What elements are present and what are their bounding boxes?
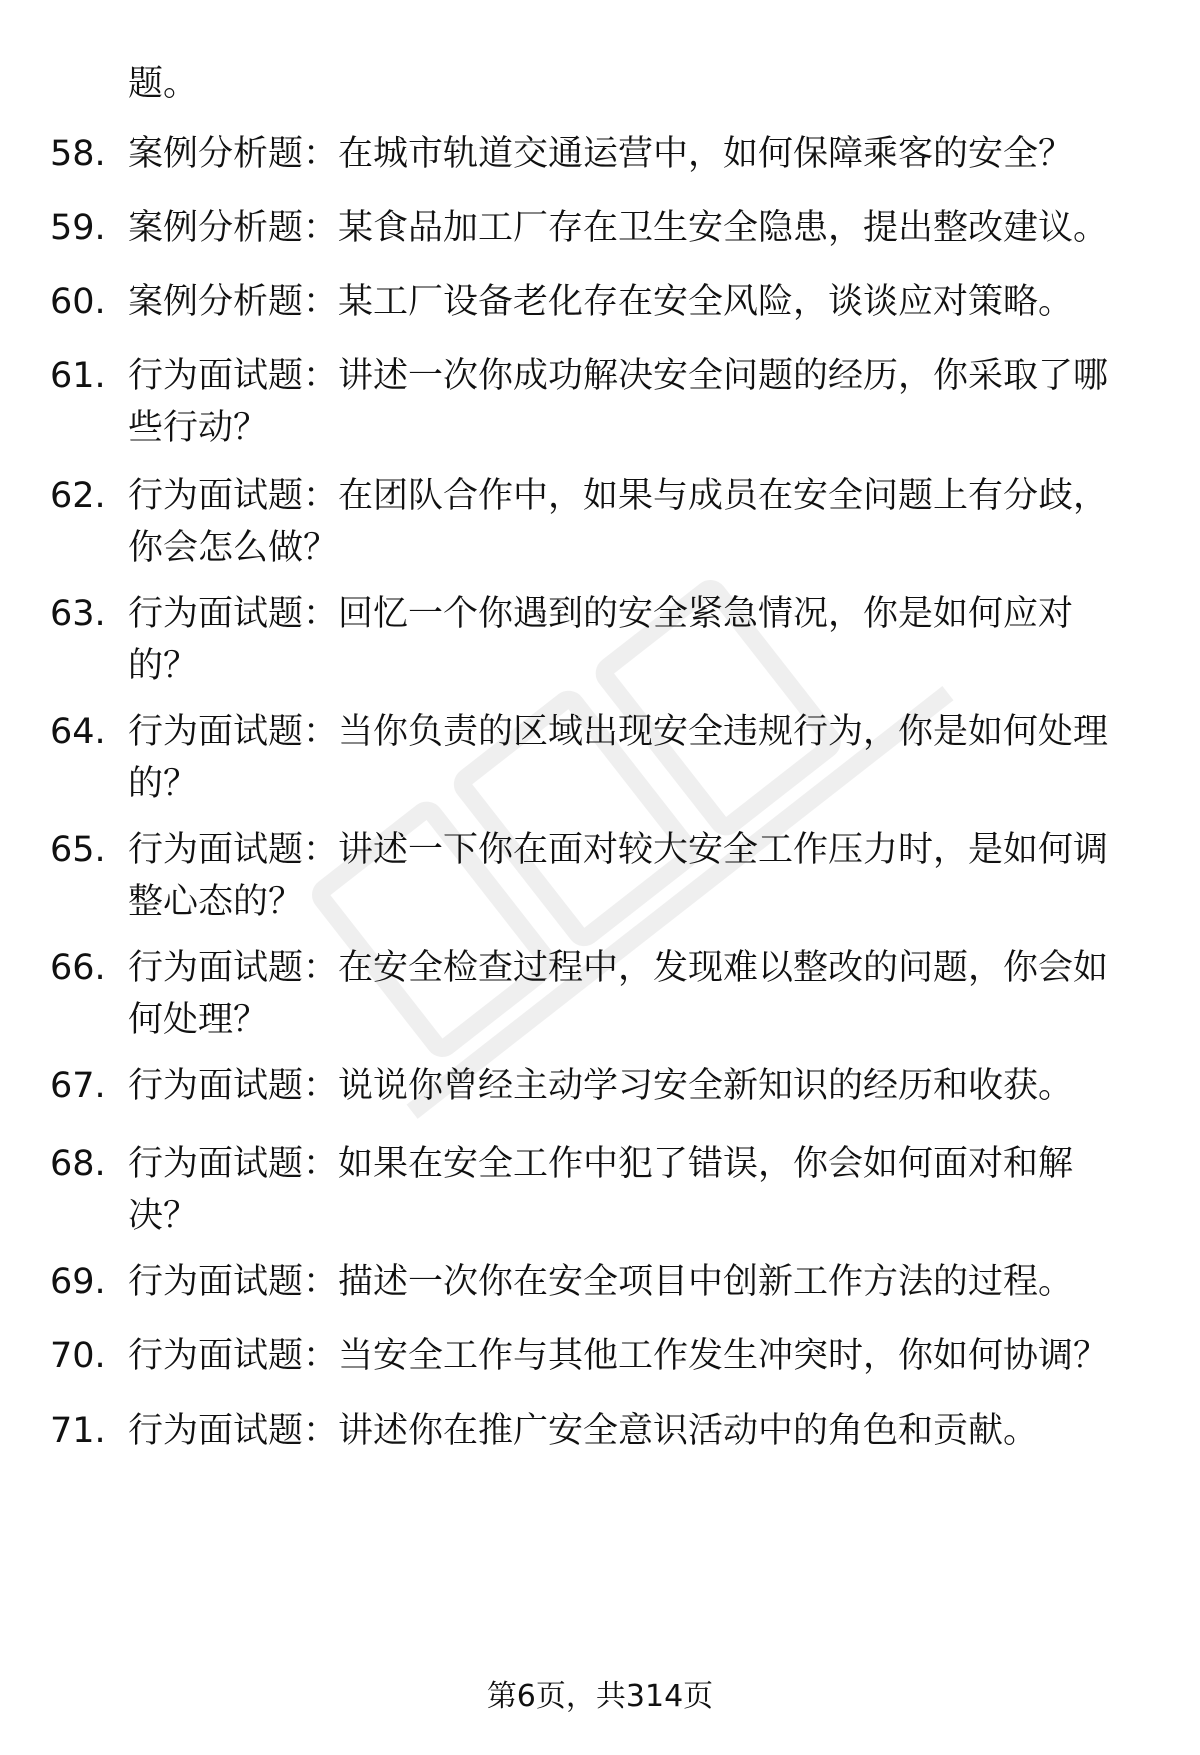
item-number: 70. [50,1336,106,1376]
list-item [50,276,1150,328]
list-item [50,942,1150,1046]
list-item [50,706,1150,810]
list-item [50,470,1150,574]
list-item [50,588,1150,692]
list-item [50,128,1150,180]
list-item [50,824,1150,928]
item-text: 案例分析题：某食品加工厂存在卫生安全隐患，提出整改建议。 [128,208,1109,248]
list-item [50,202,1150,254]
item-number: 65. [50,830,106,870]
item-number: 60. [50,282,106,322]
item-number: 59. [50,208,106,248]
item-number: 66. [50,948,106,988]
item-number: 69. [50,1262,106,1302]
item-number: 68. [50,1144,106,1184]
list-item [50,1330,1150,1382]
item-number: 61. [50,356,106,396]
item-number: 71. [50,1411,106,1451]
item-number: 67. [50,1066,106,1106]
list-item [50,1060,1150,1112]
item-number: 63. [50,594,106,634]
item-text: 行为面试题：回忆一个你遇到的安全紧急情况，你是如何应对的？ [128,594,1074,686]
item-number: 58. [50,134,106,174]
item-text: 行为面试题：描述一次你在安全项目中创新工作方法的过程。 [128,1262,1074,1302]
item-text: 案例分析题：在城市轨道交通运营中，如何保障乘客的安全？ [128,134,1074,174]
item-text: 行为面试题：讲述你在推广安全意识活动中的角色和贡献。 [128,1411,1039,1451]
item-text: 行为面试题：讲述一下你在面对较大安全工作压力时，是如何调整心态的？ [128,830,1109,922]
item-text: 行为面试题：在团队合作中，如果与成员在安全问题上有分歧，你会怎么做？ [128,476,1109,568]
list-item [50,1405,1150,1457]
list-item [50,350,1150,454]
list-item [50,1138,1150,1242]
item-text: 行为面试题：讲述一次你成功解决安全问题的经历，你采取了哪些行动？ [128,356,1109,448]
item-text: 行为面试题：在安全检查过程中，发现难以整改的问题，你会如何处理？ [128,948,1109,1040]
item-number: 62. [50,476,106,516]
item-text: 行为面试题：当安全工作与其他工作发生冲突时，你如何协调？ [128,1336,1109,1376]
item-text: 行为面试题：说说你曾经主动学习安全新知识的经历和收获。 [128,1066,1074,1106]
item-text: 案例分析题：某工厂设备老化存在安全风险，谈谈应对策略。 [128,282,1074,322]
item-text: 行为面试题：如果在安全工作中犯了错误，你会如何面对和解决？ [128,1144,1074,1236]
list-item [50,1256,1150,1308]
page-footer: 第6页，共314页 [486,1679,714,1714]
continued-text: 题。 [128,64,199,104]
item-text: 行为面试题：当你负责的区域出现安全违规行为，你是如何处理的？ [128,712,1109,804]
item-number: 64. [50,712,106,752]
